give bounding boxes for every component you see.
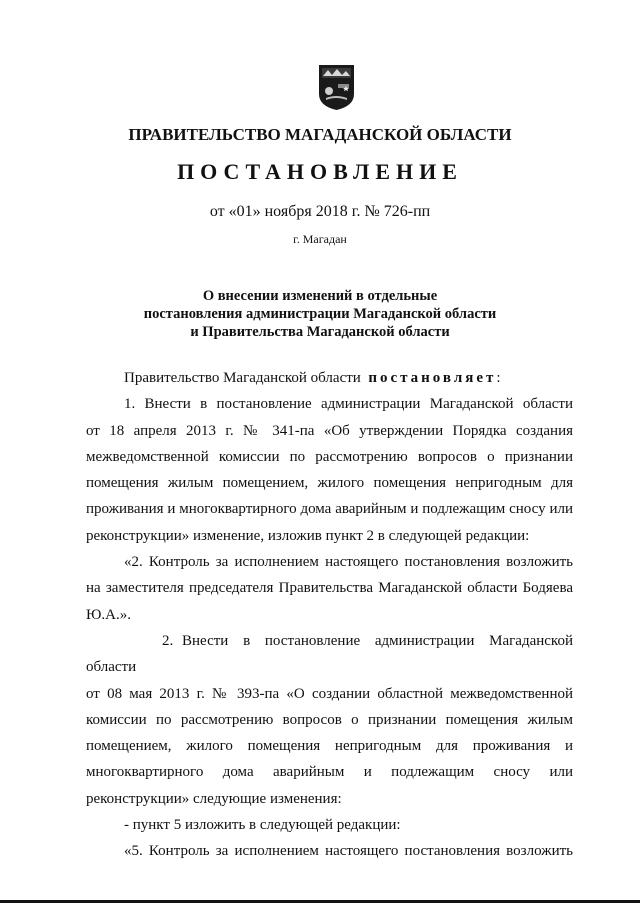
title-line: и Правительства Магаданской области — [190, 324, 450, 340]
paragraph-line: 1. Внести в постановление администрации Магаданской области — [124, 396, 573, 413]
paragraph-line — [86, 628, 573, 681]
document-type: ПОСТАНОВЛЕНИЕ — [177, 159, 463, 184]
preamble-subject: Правительство Магаданской области — [124, 370, 361, 386]
organization-name: ПРАВИТЕЛЬСТВО МАГАДАНСКОЙ ОБЛАСТИ — [128, 125, 512, 144]
preamble-verb: постановляет — [368, 370, 497, 386]
paragraph-line: от 18 апреля 2013 г. № 341-па «Об утверждении Порядка создания — [86, 422, 573, 439]
paragraph-line: многоквартирного дома аварийным и подлежащим сносу или — [86, 764, 573, 781]
paragraph-number: 2. — [162, 632, 174, 649]
paragraph-line: межведомственной комиссии по рассмотрению вопросов о признании — [86, 448, 573, 465]
preamble-colon: : — [496, 370, 501, 386]
title-line: постановления администрации Магаданской области — [143, 306, 497, 322]
paragraph-line: помещения жилым помещением, жилого помещения непригодным для — [86, 475, 573, 492]
paragraph-line: комиссии по рассмотрению вопросов о признании помещения жилым — [86, 711, 573, 728]
paragraph-line: реконструкции» следующие изменения: — [86, 790, 342, 807]
coat-of-arms-emblem — [318, 64, 355, 111]
document-date-number: от «01» ноября 2018 г. № 726-пп — [209, 203, 431, 220]
quote-line: Ю.А.». — [86, 606, 131, 623]
paragraph-line: проживания и многоквартирного дома аварийным и подлежащим сносу или — [86, 501, 573, 518]
document-body — [86, 365, 573, 865]
quote-line: «5. Контроль за исполнением настоящего постановления возложить — [124, 843, 573, 860]
title-line: О внесении изменений в отдельные — [202, 288, 438, 304]
preamble — [86, 365, 573, 391]
page-bottom-edge — [0, 900, 640, 903]
quote-line: на заместителя председателя Правительства Магаданской области Бодяева — [86, 580, 573, 597]
paragraph-line: от 08 мая 2013 г. № 393-па «О создании областной межведомственной — [86, 685, 573, 702]
quote-line: «2. Контроль за исполнением настоящего постановления возложить — [124, 554, 573, 571]
paragraph-line: помещением, жилого помещения непригодным для проживания и — [86, 738, 573, 755]
document-title — [0, 287, 640, 341]
paragraph-line: реконструкции» изменение, изложив пункт 2 в следующей редакции: — [86, 527, 530, 544]
list-item: - пункт 5 изложить в следующей редакции: — [124, 817, 401, 834]
paragraph-text: Внести в постановление администрации Магаданской области — [86, 632, 573, 676]
document-city: г. Магадан — [293, 232, 347, 246]
